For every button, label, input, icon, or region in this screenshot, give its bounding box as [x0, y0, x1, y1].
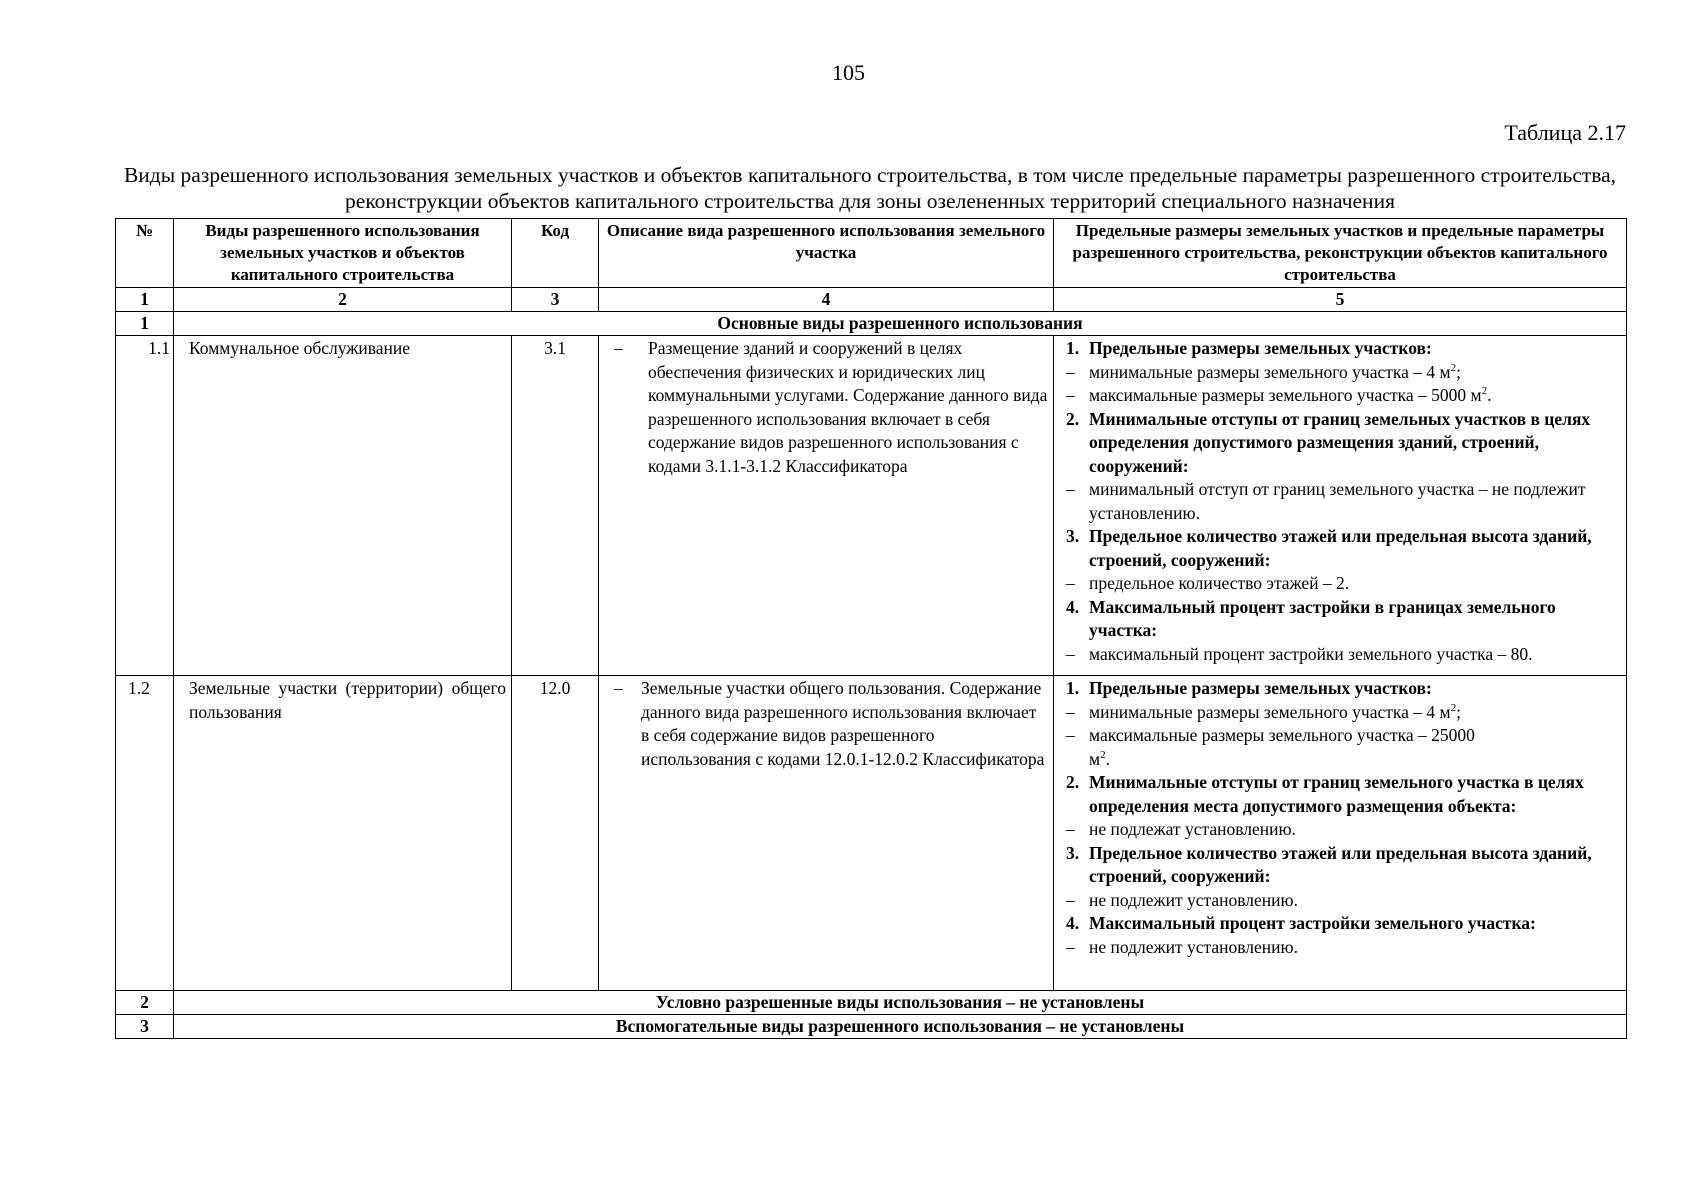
dash-marker: –	[614, 678, 623, 698]
table-label: Таблица 2.17	[1504, 120, 1626, 145]
section-row-conditional	[116, 991, 1627, 1015]
usage-description-cell	[599, 676, 1054, 991]
param-marker: 1.	[1066, 338, 1080, 358]
param-marker: –	[1066, 643, 1075, 664]
header-number: №	[116, 219, 174, 288]
param-marker: 1.	[1066, 678, 1080, 698]
param-marker: 4.	[1066, 596, 1080, 617]
param-superscript: 2	[1100, 748, 1106, 761]
param-text: максимальные размеры земельного участка – 5000 м	[1089, 385, 1482, 405]
param-text: минимальный отступ от границ земельного участка – не подлежит установлению.	[1089, 479, 1586, 523]
section-title: Вспомогательные виды разрешенного использования – не установлены	[174, 1015, 1627, 1039]
parameters-cell	[1054, 336, 1627, 676]
dash-marker: –	[614, 338, 623, 358]
row-number: 1.1	[116, 336, 174, 676]
param-text-tail: .	[1105, 748, 1110, 769]
section-number: 2	[116, 991, 174, 1015]
param-marker: 2.	[1066, 772, 1080, 792]
column-number: 4	[599, 288, 1054, 312]
usage-code: 12.0	[512, 676, 599, 991]
usage-code: 3.1	[512, 336, 599, 676]
header-code: Код	[512, 219, 599, 288]
param-text: не подлежат установлению.	[1089, 819, 1296, 839]
param-text: максимальный процент застройки земельного участка – 80.	[1089, 643, 1533, 664]
section-row-auxiliary	[116, 1015, 1627, 1039]
param-text-tail: ;	[1456, 361, 1461, 382]
param-heading: Предельное количество этажей или предельная высота зданий, строений, сооружений:	[1089, 526, 1592, 570]
usage-description: Размещение зданий и сооружений в целях обеспечения физических и юридических лиц коммунальными услугами. Содержание данного вида разрешенного использования включает в себя содержание видов разрешенного использования с кодами 3.1.1-3.1.2 Классификатора	[648, 338, 1048, 476]
section-title: Основные виды разрешенного использования	[174, 312, 1627, 336]
table-row	[116, 676, 1627, 991]
page-number: 105	[832, 60, 865, 85]
parameters-cell	[1054, 676, 1627, 991]
param-text: не подлежит установлению.	[1089, 936, 1298, 957]
param-heading: Минимальные отступы от границ земельного участка в целях определения места допустимого размещения объекта:	[1089, 772, 1584, 816]
param-heading: Предельные размеры земельных участков:	[1089, 678, 1432, 698]
section-title: Условно разрешенные виды использования – не установлены	[174, 991, 1627, 1015]
header-row	[116, 219, 1627, 288]
param-heading: Предельное количество этажей или предельная высота зданий, строений, сооружений:	[1089, 842, 1592, 886]
param-heading: Максимальный процент застройки в границах земельного участка:	[1089, 596, 1556, 640]
param-marker: 4.	[1066, 913, 1080, 933]
param-marker: –	[1066, 889, 1075, 910]
param-marker: –	[1066, 573, 1075, 593]
param-marker: 3.	[1066, 526, 1080, 546]
param-text-tail: ;	[1456, 701, 1461, 722]
param-marker: –	[1066, 936, 1075, 957]
column-number: 1	[116, 288, 174, 312]
param-heading: Максимальный процент застройки земельного участка:	[1089, 913, 1536, 933]
param-marker: –	[1066, 361, 1075, 382]
usage-description: Земельные участки общего пользования. Содержание данного вида разрешенного использования включает в себя содержание видов разрешенного использования с кодами 12.0.1-12.0.2 Классификатора	[641, 678, 1045, 769]
param-marker: –	[1066, 819, 1075, 839]
column-number: 2	[174, 288, 512, 312]
column-number: 5	[1054, 288, 1627, 312]
param-marker: 3.	[1066, 842, 1080, 863]
usage-description-cell	[599, 336, 1054, 676]
param-heading: Минимальные отступы от границ земельных участков в целях определения допустимого размещения зданий, строений, сооружений:	[1089, 408, 1591, 476]
header-parameters: Предельные размеры земельных участков и предельные параметры разрешенного строительства, реконструкции объектов капитального строительства	[1054, 219, 1627, 288]
section-row-main	[116, 312, 1627, 336]
zoning-table	[115, 218, 1627, 1039]
row-number: 1.2	[116, 676, 174, 991]
param-text-tail: .	[1487, 385, 1492, 405]
header-description: Описание вида разрешенного использования земельного участка	[599, 219, 1054, 288]
column-number-row	[116, 288, 1627, 312]
usage-type-name: Земельные участки (территории) общего пользования	[174, 676, 512, 991]
section-number: 3	[116, 1015, 174, 1039]
param-marker: –	[1066, 725, 1075, 745]
param-text: минимальные размеры земельного участка – 4 м	[1089, 701, 1451, 722]
param-marker: –	[1066, 701, 1075, 722]
param-marker: –	[1066, 385, 1075, 405]
param-superscript: 2	[1450, 361, 1457, 374]
param-marker: 2.	[1066, 408, 1080, 429]
column-number: 3	[512, 288, 599, 312]
param-text: не подлежит установлению.	[1089, 889, 1298, 910]
param-superscript: 2	[1450, 701, 1457, 714]
table-caption: Виды разрешенного использования земельных участков и объектов капитального строительства, в том числе предельные параметры разрешенного строительства, реконструкции объектов капитального строительства для зоны озелененных территорий специального назначения	[123, 163, 1617, 213]
param-marker: –	[1066, 479, 1075, 499]
table-row	[116, 336, 1627, 676]
param-superscript: 2	[1481, 385, 1488, 398]
param-text: минимальные размеры земельного участка – 4 м	[1089, 361, 1451, 382]
param-heading: Предельные размеры земельных участков:	[1089, 338, 1432, 358]
header-usage-type: Виды разрешенного использования земельных участков и объектов капитального строительства	[174, 219, 512, 288]
param-text: предельное количество этажей – 2.	[1089, 573, 1350, 593]
usage-type-name: Коммунальное обслуживание	[174, 336, 512, 676]
param-text: максимальные размеры земельного участка – 25000 м	[1089, 725, 1475, 769]
section-number: 1	[116, 312, 174, 336]
